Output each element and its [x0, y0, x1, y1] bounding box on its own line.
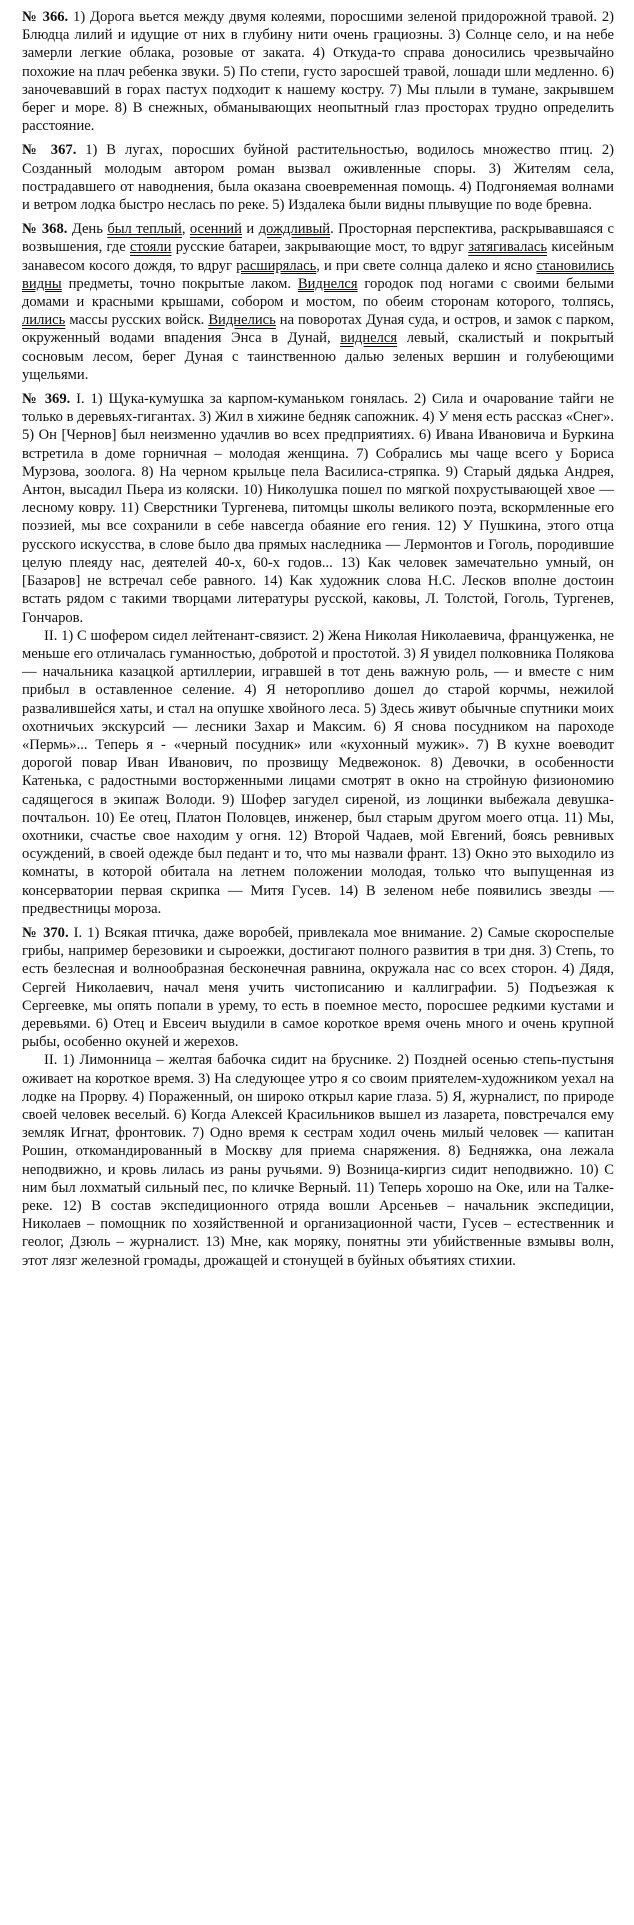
marked-word: почтальон — [22, 809, 87, 826]
exercise-number: № 367. — [22, 142, 77, 159]
marked-word: массы — [69, 312, 108, 329]
text-run: , высадил Пьера из коляски. 10) Николушка пошел по — [61, 482, 407, 499]
marked-word: мягкой похрустывающей хвое — [406, 482, 596, 499]
text-run: , точно покрытые лаком. — [129, 275, 298, 292]
text-run: , и — [434, 312, 455, 329]
text-run: . 8) На черном крыльце пела Василиса- — [132, 463, 389, 480]
text-run: , он [Базаров] не встречал себе равного. 14) — [22, 554, 614, 590]
exercise-4 — [22, 390, 614, 918]
exercise-paragraph — [22, 1051, 614, 1269]
marked-word: осенний — [189, 221, 242, 238]
marked-word: молодая женщина — [229, 445, 346, 462]
text-run: , в слове было два прямых наследника — — [140, 536, 405, 553]
marked-word: берег — [142, 348, 176, 365]
marked-word: суда — [408, 312, 435, 329]
text-run: с парком, окруженный водами впадения Энса в Дунай, — [22, 312, 614, 347]
marked-word: Как человек замечательно умный — [367, 554, 588, 571]
exercise-paragraph — [22, 390, 614, 627]
marked-word: Снег — [573, 409, 604, 426]
text-run: , не меньше его отличалась гуманностью, добротой и простотой. 3) Я увидел полковника Полякова — — [22, 627, 614, 681]
marked-word: кумушка — [148, 391, 205, 408]
text-run: на поворотах Дуная — [275, 312, 409, 329]
text-run: . 14) В зеленом небе появились звезды — — [327, 882, 614, 899]
text-run: I. 1) Щука- — [70, 391, 149, 408]
text-run: кисейным занавесом косого дождя, то вдруг — [22, 239, 615, 274]
marked-word: лились — [22, 312, 66, 329]
marked-word: куманьком — [277, 391, 345, 408]
exercise-paragraph — [22, 220, 614, 384]
marked-word: зоолога — [84, 463, 133, 480]
exercise-number: № 369. — [22, 391, 71, 408]
text-run: , мой Евгений, боясь ревнивых осуждений, в своей одежде был педант и то, что мы назвали франт. 13) Окно это выходило из комнаты, в которой обитала на летнем положении молодая, только что выпущенная из консерватории первая скрипка — — [22, 827, 614, 899]
text-run: левый, скалистый и покрытый сосновым лесом, — [22, 330, 614, 365]
marked-word: виднелся — [340, 330, 398, 347]
marked-word: связист — [259, 627, 305, 644]
text-run: за карпом- — [204, 391, 278, 408]
marked-word: Как художник слова — [289, 573, 421, 590]
marked-word: стряпка — [388, 463, 437, 480]
exercise-5 — [22, 924, 614, 1270]
text-run: , закрывающие мост, то вдруг — [276, 239, 469, 256]
text-run: . 3) Жил в хижине — [191, 409, 309, 426]
exercise-paragraph — [22, 141, 614, 214]
text-run: . Просторная — [330, 221, 417, 238]
marked-word: дождливый — [258, 221, 331, 238]
marked-word: Виднелись — [208, 312, 276, 329]
text-run: под ногами с своими белыми домами и красными крышами, собором и мостом, по обеим сторонам которого, толпясь, — [22, 275, 614, 311]
marked-word: Сверстники Тургенева, питомцы школы великого поэта, вскормленные его поэзией — [22, 500, 615, 535]
exercise-number: № 370. — [22, 924, 69, 941]
text-run: »... Теперь я - «черный посудник» или «кухонный мужик». 7) В кухне воеводит дорогой повар Иван Иванович, — [22, 736, 614, 772]
text-run: . 9) Старый дядька Андрея, — [436, 463, 614, 480]
marked-word: Платон Половцев, инженер — [176, 809, 349, 826]
marked-word: этого отца русского искусства — [22, 518, 614, 553]
marked-word: городок — [364, 275, 414, 292]
marked-word: стояли — [130, 239, 172, 256]
marked-word: начальника казацкой артиллерии — [42, 664, 252, 681]
exercise-paragraph — [22, 627, 614, 918]
text-run: . 6) Я снова посудником на пароходе « — [22, 718, 615, 753]
exercise-number: № 368. — [22, 221, 68, 238]
text-run: . 7) Собрались мы чаще всего у Бориса Мурзова, — [22, 445, 614, 480]
text-run: сапожник. 4) У меня есть рассказ « — [350, 409, 574, 426]
text-run: , раскрывавшаяся с возвышения, где — [22, 221, 615, 256]
text-run: 1) В лугах, поросших буйной растительностью, водилось множество птиц. 2) Созданный молодым автором роман вызвал оживленные споры. 3) Жителям села, пострадавшего от наводнения, была оказана своевременная помощь. 4) Подгоняемая волнами и ветром лодка быстро неслась по реке. 5) Издалека были видны плывущие по воде бревна. — [22, 142, 614, 214]
marked-word: Второй Чадаев — [313, 827, 410, 844]
marked-word: был теплый — [107, 221, 182, 238]
marked-word: предвестницы мороза — [22, 900, 158, 917]
marked-word: Пермь — [29, 736, 70, 753]
text-run: , мы все сохранили в себе навсегда обаяние его гения. 12) У Пушкина, — [71, 518, 548, 535]
exercise-paragraph — [22, 8, 614, 135]
text-run: , — [181, 221, 190, 238]
exercise-3 — [22, 220, 614, 384]
text-run: Дуная с таинственною далью зеленых вершин и голубеющими ущельями. — [22, 348, 614, 383]
marked-word: француженка — [508, 627, 593, 644]
text-run: . 8) Девочки, — [417, 755, 519, 772]
text-run: , счастье свое находим у огня. 12) — [79, 827, 314, 844]
marked-word: охотники — [22, 827, 80, 844]
marked-word: Антон — [22, 482, 62, 499]
marked-word: батареи — [228, 239, 277, 256]
marked-word: остров — [454, 312, 497, 329]
text-run: , и при свете солнца далеко и ясно — [316, 257, 537, 274]
text-run: , был старым другом моего отца. 11) Мы, — [348, 809, 614, 826]
text-run: гонялась. 2) Сила и очарование тайги не только в деревьях- — [22, 391, 615, 426]
marked-word: по прозвищу Медвежонок — [242, 755, 418, 772]
marked-word: Митя Гусев — [250, 882, 328, 899]
text-run: , и стал на опушке хвойного леса. 5) Здесь живут обычные спутники моих охотничьих экскурсий — — [22, 700, 614, 735]
exercise-1 — [22, 8, 614, 135]
marked-word: Виднелся — [297, 275, 358, 292]
text-run: . 2) Жена Николая Николаевича, — [304, 627, 509, 644]
marked-word: гигантах — [137, 409, 192, 426]
marked-word: расширялась — [236, 257, 317, 274]
marked-word: лесники Захар и Максим — [195, 718, 363, 735]
text-run: . — [157, 900, 162, 917]
text-run: , с радостными восторженными лицами смотрят в окно на стройную физиономию садящегося в экипаж Володи. 9) Шофер загудел сиреной, из лощинки выбежала девушка- — [22, 773, 614, 808]
text-run: и — [241, 221, 259, 238]
marked-word: предметы — [68, 275, 130, 292]
exercise-number: № 366. — [22, 9, 69, 25]
marked-word: замок — [515, 312, 552, 329]
exercise-2 — [22, 141, 614, 214]
text-run: II. 1) Лимонница – желтая бабочка сидит на бруснике. 2) Поздней осенью степь-пустыня оживает на короткое время. 3) На следующее утро я со своим приятелем-художником уехал на лодке на Прорву. 4) Пораженный, он широко открыл карие глаза. 5) Я, журналист, по природе своей человек веселый. 6) Когда Алексей Красильников вышел из лазарета, повстречался ему земляк Игнат, фронтовик. 7) Одно время к сестрам ходил очень милый человек — капитан Рошин, откомандированный в Москву для приема снаряжения. 8) Бедняжка, она лежала неподвижно, и кровь лилась из раны ручьями. 9) Возница-киргиз сидит неподвижно. 10) С ним был лохматый сильный пес, по кличке Верный. 11) Теперь хорошо на Оке, или на Талке-реке. 12) В состав экспедиционного отряда вошли Арсеньев – начальник экспедиции, Николаев – помощник по хозяйственной и организационной части, Гусев – естественник и геолог, Дзюль – журналист. 13) Мне, как моряку, понятны эти убийственные взмывы волн, этот лязг железной громады, дрожащей и стонущей в буйных объятиях стихии. — [22, 1052, 614, 1269]
text-run: . 10) Ее отец, — [86, 809, 177, 826]
marked-word: в особенности Катенька — [22, 755, 614, 790]
text-run — [62, 276, 69, 292]
text-run: русские — [171, 239, 229, 256]
text-run: II. 1) С шофером сидел лейтенант- — [44, 627, 260, 644]
text-run: , породившие целую плеяду нас, деятелей 40-х, 60-х годов... 13) — [22, 536, 615, 571]
text-run: , и — [496, 312, 516, 329]
marked-word: День — [71, 221, 103, 238]
marked-word: затягивалась — [468, 239, 548, 256]
text-run: — лесному ковру. 11) — [22, 482, 614, 517]
marked-word: становились видны — [22, 257, 614, 292]
text-run: , игравшей в тот день важную роль, — и вместе с ним прибыл в оставленное селение. 4) Я неторопливо дошел до старой корчмы, — [22, 664, 614, 699]
marked-word: бедняк — [308, 409, 351, 426]
text-run: I. 1) Всякая птичка, даже воробей, привлекала мое внимание. 2) Самые скороспелые грибы, например березовики и сыроежки, достигают полного развития в три дня. 3) Степь, то есть безлесная и волнообразная бесконечная равнина, окружала нас со всех сторон. 4) Дядя, Сергей Николаевич, начал меня учить чистописанию и каллиграфии. 5) Подъезжая к Сергеевке, мы опять попали в урему, то есть в поемное место, поросшее редкими кустами и деревьями. 6) Отец и Евсеич выудили в самое короткое время очень много и очень крупной рыбы, особенно окуней и жерехов. — [22, 924, 614, 1051]
exercise-paragraph — [22, 924, 614, 1051]
text-run: Н.С. Лесков вполне достоин встать рядом с такими творцами литературы русской, каковы, Л. Толстой, Гоголь, Тургенев, Гончаров. — [22, 573, 614, 626]
marked-word: нежилой развалившейся хаты — [22, 682, 614, 717]
text-run: 1) Дорога вьется между двумя колеями, поросшими зеленой придорожной травой. 2) Блюдца лилий и идущие от них в глубину нити очень грациозны. 3) Солнце село, и на небе замерли легкие облака, розовые от заката. 4) Откуда-то справа доносились чрезвычайно похожие на плач ребенка звуки. 5) По степи, густо заросшей травой, лошади шли медленно. 6) заночевавший в горах пастух подходит к нашему костру. 7) Мы плыли в тумане, закрывшем берег и море. 8) В снежных, обманывающих неопытный глаз просторах трудно определить расстояние. — [22, 9, 615, 135]
marked-word: перспектива — [416, 221, 493, 238]
text-run: русских войск. — [107, 312, 209, 329]
marked-word: Лермонтов и Гоголь — [404, 536, 530, 553]
text-run: ». 5) Он [Чернов] был неизменно удачлив во всех предприятиях. 6) Ивана Ивановича и Буркина встретила в доме горничная – — [22, 409, 614, 462]
